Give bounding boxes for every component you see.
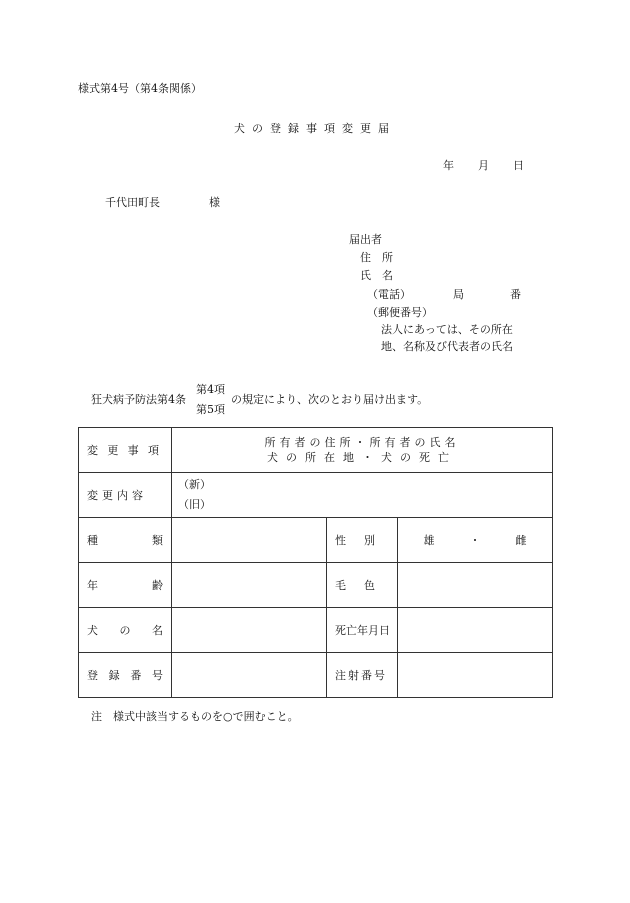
sex-male: 雄 <box>423 534 435 547</box>
age-label-cell <box>79 563 172 608</box>
death-date-value-cell[interactable] <box>398 608 553 653</box>
applicant-address-label: 住 所 <box>360 251 393 264</box>
corporate-note-line2: 地、名称及び代表者の氏名 <box>381 340 513 353</box>
old-label: （旧） <box>178 498 211 511</box>
table-row <box>79 608 553 653</box>
statement-item-b: 第5項 <box>196 403 225 416</box>
statement-law: 狂犬病予防法第4条 <box>91 393 186 406</box>
registration-label: 登 録 番 号 <box>87 669 163 682</box>
age-label: 年 齢 <box>87 579 163 592</box>
dog-name-label-cell <box>79 608 172 653</box>
table-row <box>79 473 553 518</box>
coat-value-cell[interactable] <box>398 563 553 608</box>
addressee-honorific: 様 <box>209 196 220 209</box>
coat-label: 毛色 <box>335 579 393 592</box>
change-item-options-cell <box>172 428 553 473</box>
applicant-phone-label: （電話） <box>367 288 411 301</box>
statement-item-a: 第4項 <box>196 383 225 396</box>
change-content-label: 変更内容 <box>87 489 147 502</box>
corporate-note-line1: 法人にあっては、その所在 <box>381 323 513 336</box>
change-content-cell <box>172 473 553 518</box>
coat-label-cell <box>327 563 398 608</box>
addressee-name: 千代田町長 <box>105 196 160 209</box>
change-item-label-cell <box>79 428 172 473</box>
applicant-name-label: 氏 名 <box>360 269 393 282</box>
breed-label: 種 類 <box>87 534 163 547</box>
sex-female: 雌 <box>515 534 527 547</box>
form-number: 様式第4号（第4条関係） <box>78 82 202 95</box>
injection-label: 注射番号 <box>335 669 387 682</box>
registration-label-cell <box>79 653 172 698</box>
sex-value-cell[interactable] <box>398 518 553 563</box>
applicant-postal-label: （郵便番号） <box>367 306 433 319</box>
injection-label-cell <box>327 653 398 698</box>
age-value-cell[interactable] <box>172 563 327 608</box>
statement-rest: の規定により、次のとおり届け出ます。 <box>231 393 429 406</box>
applicant-heading: 届出者 <box>349 233 382 246</box>
table-row <box>79 518 553 563</box>
footnote: 注 様式中該当するものを○で囲むこと。 <box>91 710 299 723</box>
new-label: （新） <box>178 478 211 491</box>
breed-label-cell <box>79 518 172 563</box>
death-date-label-cell <box>327 608 398 653</box>
table-row <box>79 653 553 698</box>
date-day: 日 <box>513 159 524 172</box>
breed-value-cell[interactable] <box>172 518 327 563</box>
sex-separator: ・ <box>469 534 481 547</box>
table-row <box>79 563 553 608</box>
date-month: 月 <box>478 159 489 172</box>
form-title: 犬の登録事項変更届 <box>234 122 396 135</box>
sex-label: 性別 <box>335 534 393 547</box>
dog-name-value-cell[interactable] <box>172 608 327 653</box>
injection-value-cell[interactable] <box>398 653 553 698</box>
applicant-phone-exchange: 局 <box>453 288 464 301</box>
death-date-label: 死亡年月日 <box>335 624 390 637</box>
dog-name-label: 犬 の 名 <box>87 624 163 637</box>
change-content-label-cell <box>79 473 172 518</box>
date-year: 年 <box>443 159 454 172</box>
applicant-phone-number: 番 <box>510 288 521 301</box>
change-item-option-line1: 所有者の住所・所有者の氏名 <box>264 436 460 449</box>
registration-value-cell[interactable] <box>172 653 327 698</box>
change-item-label: 変 更 事 項 <box>87 444 163 457</box>
registration-change-table <box>78 427 553 698</box>
sex-label-cell <box>327 518 398 563</box>
table-row <box>79 428 553 473</box>
change-item-option-line2: 犬の所在地・犬の死亡 <box>267 451 458 464</box>
